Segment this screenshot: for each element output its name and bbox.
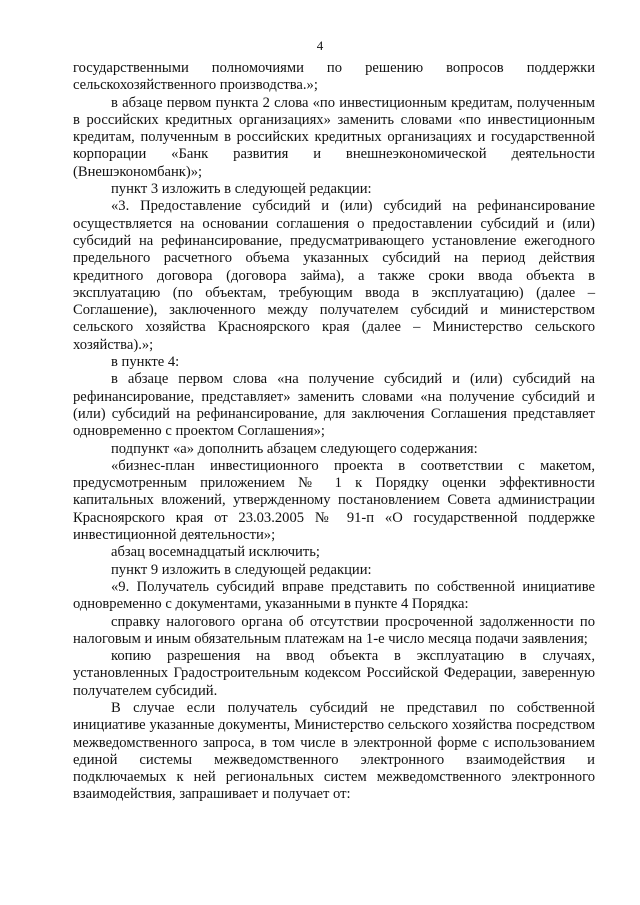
paragraph-clause-4-intro: в пункте 4: — [111, 354, 180, 371]
paragraph-continuation: государственными полномочиями по решению вопросов поддержки сельскохозяйственного производства.»; — [73, 60, 595, 94]
paragraph-tax-certificate: справку налогового органа об отсутствии просроченной задолженности по налоговым и иным обязательным платежам на 1-е число месяца подачи заявления; — [73, 613, 595, 647]
paragraph-clause-9-text: «9. Получатель субсидий вправе представить по собственной инициативе одновременно с документами, указанными в пункте 4 Порядка: — [73, 578, 595, 613]
paragraph-subclause-a-text: «бизнес-план инвестиционного проекта в соответствии с макетом, предусмотренным приложением № 1 к Порядку оценки эффективности капитальных вложений, утвержденному постановлением Совета администрации Красноярского края от 23.03.2005 № 91-п «О государственной поддержке инвестиционной деятельности»; — [73, 457, 595, 544]
paragraph-interagency-request: В случае если получатель субсидий не представил по собственной инициативе указанные документы, Министерство сельского хозяйства посредством межведомственного запроса, в том числе в электронной форме с использованием единой системы межведомственного электронного взаимодействия и подключаемых к ней региональных систем межведомственного электронного взаимодействия, запрашивает и получает от: — [73, 699, 595, 803]
paragraph-clause-3-text: «3. Предоставление субсидий и (или) субсидий на рефинансирование осуществляется на основании соглашения о предоставлении субсидий и (или) субсидий на рефинансирование, предусматривающего установление ежегодного предельного расчетного объема указанных субсидий на период действия кредитного договора (договора займа), а также сроки ввода объекта в эксплуатацию (по объектам, требующим ввода в эксплуатацию) (далее – Соглашение), заключенного между получателем субсидий и министерством сельского хозяйства Красноярского края (далее – Министерство сельского хозяйства).»; — [73, 198, 595, 353]
paragraph-clause-3-intro: пункт 3 изложить в следующей редакции: — [111, 181, 372, 198]
paragraph-clause-9-intro: пункт 9 изложить в следующей редакции: — [111, 561, 372, 578]
paragraph-clause-4-first: в абзаце первом слова «на получение субсидий и (или) субсидий на рефинансирование, представляет» заменить словами «на получение субсидий и (или) субсидий на рефинансирование, для заключения Соглашения представляет одновременно с проектом Соглашения»; — [73, 371, 595, 440]
document-body — [73, 60, 595, 804]
paragraph-clause-2-amendment: в абзаце первом пункта 2 слова «по инвестиционным кредитам, полученным в российских кредитных организациях» заменить словами «по инвестиционным кредитам, полученным в российских кредитных организациях и государственной корпорации «Банк развития и внешнеэкономической деятельности (Внешэкономбанк)»; — [73, 94, 595, 180]
paragraph-permit-copy: копию разрешения на ввод объекта в эксплуатацию в случаях, установленных Градостроительным кодексом Российской Федерации, заверенную получателем субсидий. — [73, 648, 595, 699]
paragraph-subclause-a-intro: подпункт «а» дополнить абзацем следующего содержания: — [111, 440, 478, 457]
paragraph-exclusion: абзац восемнадцатый исключить; — [111, 544, 320, 561]
page-number: 4 — [316, 38, 324, 53]
